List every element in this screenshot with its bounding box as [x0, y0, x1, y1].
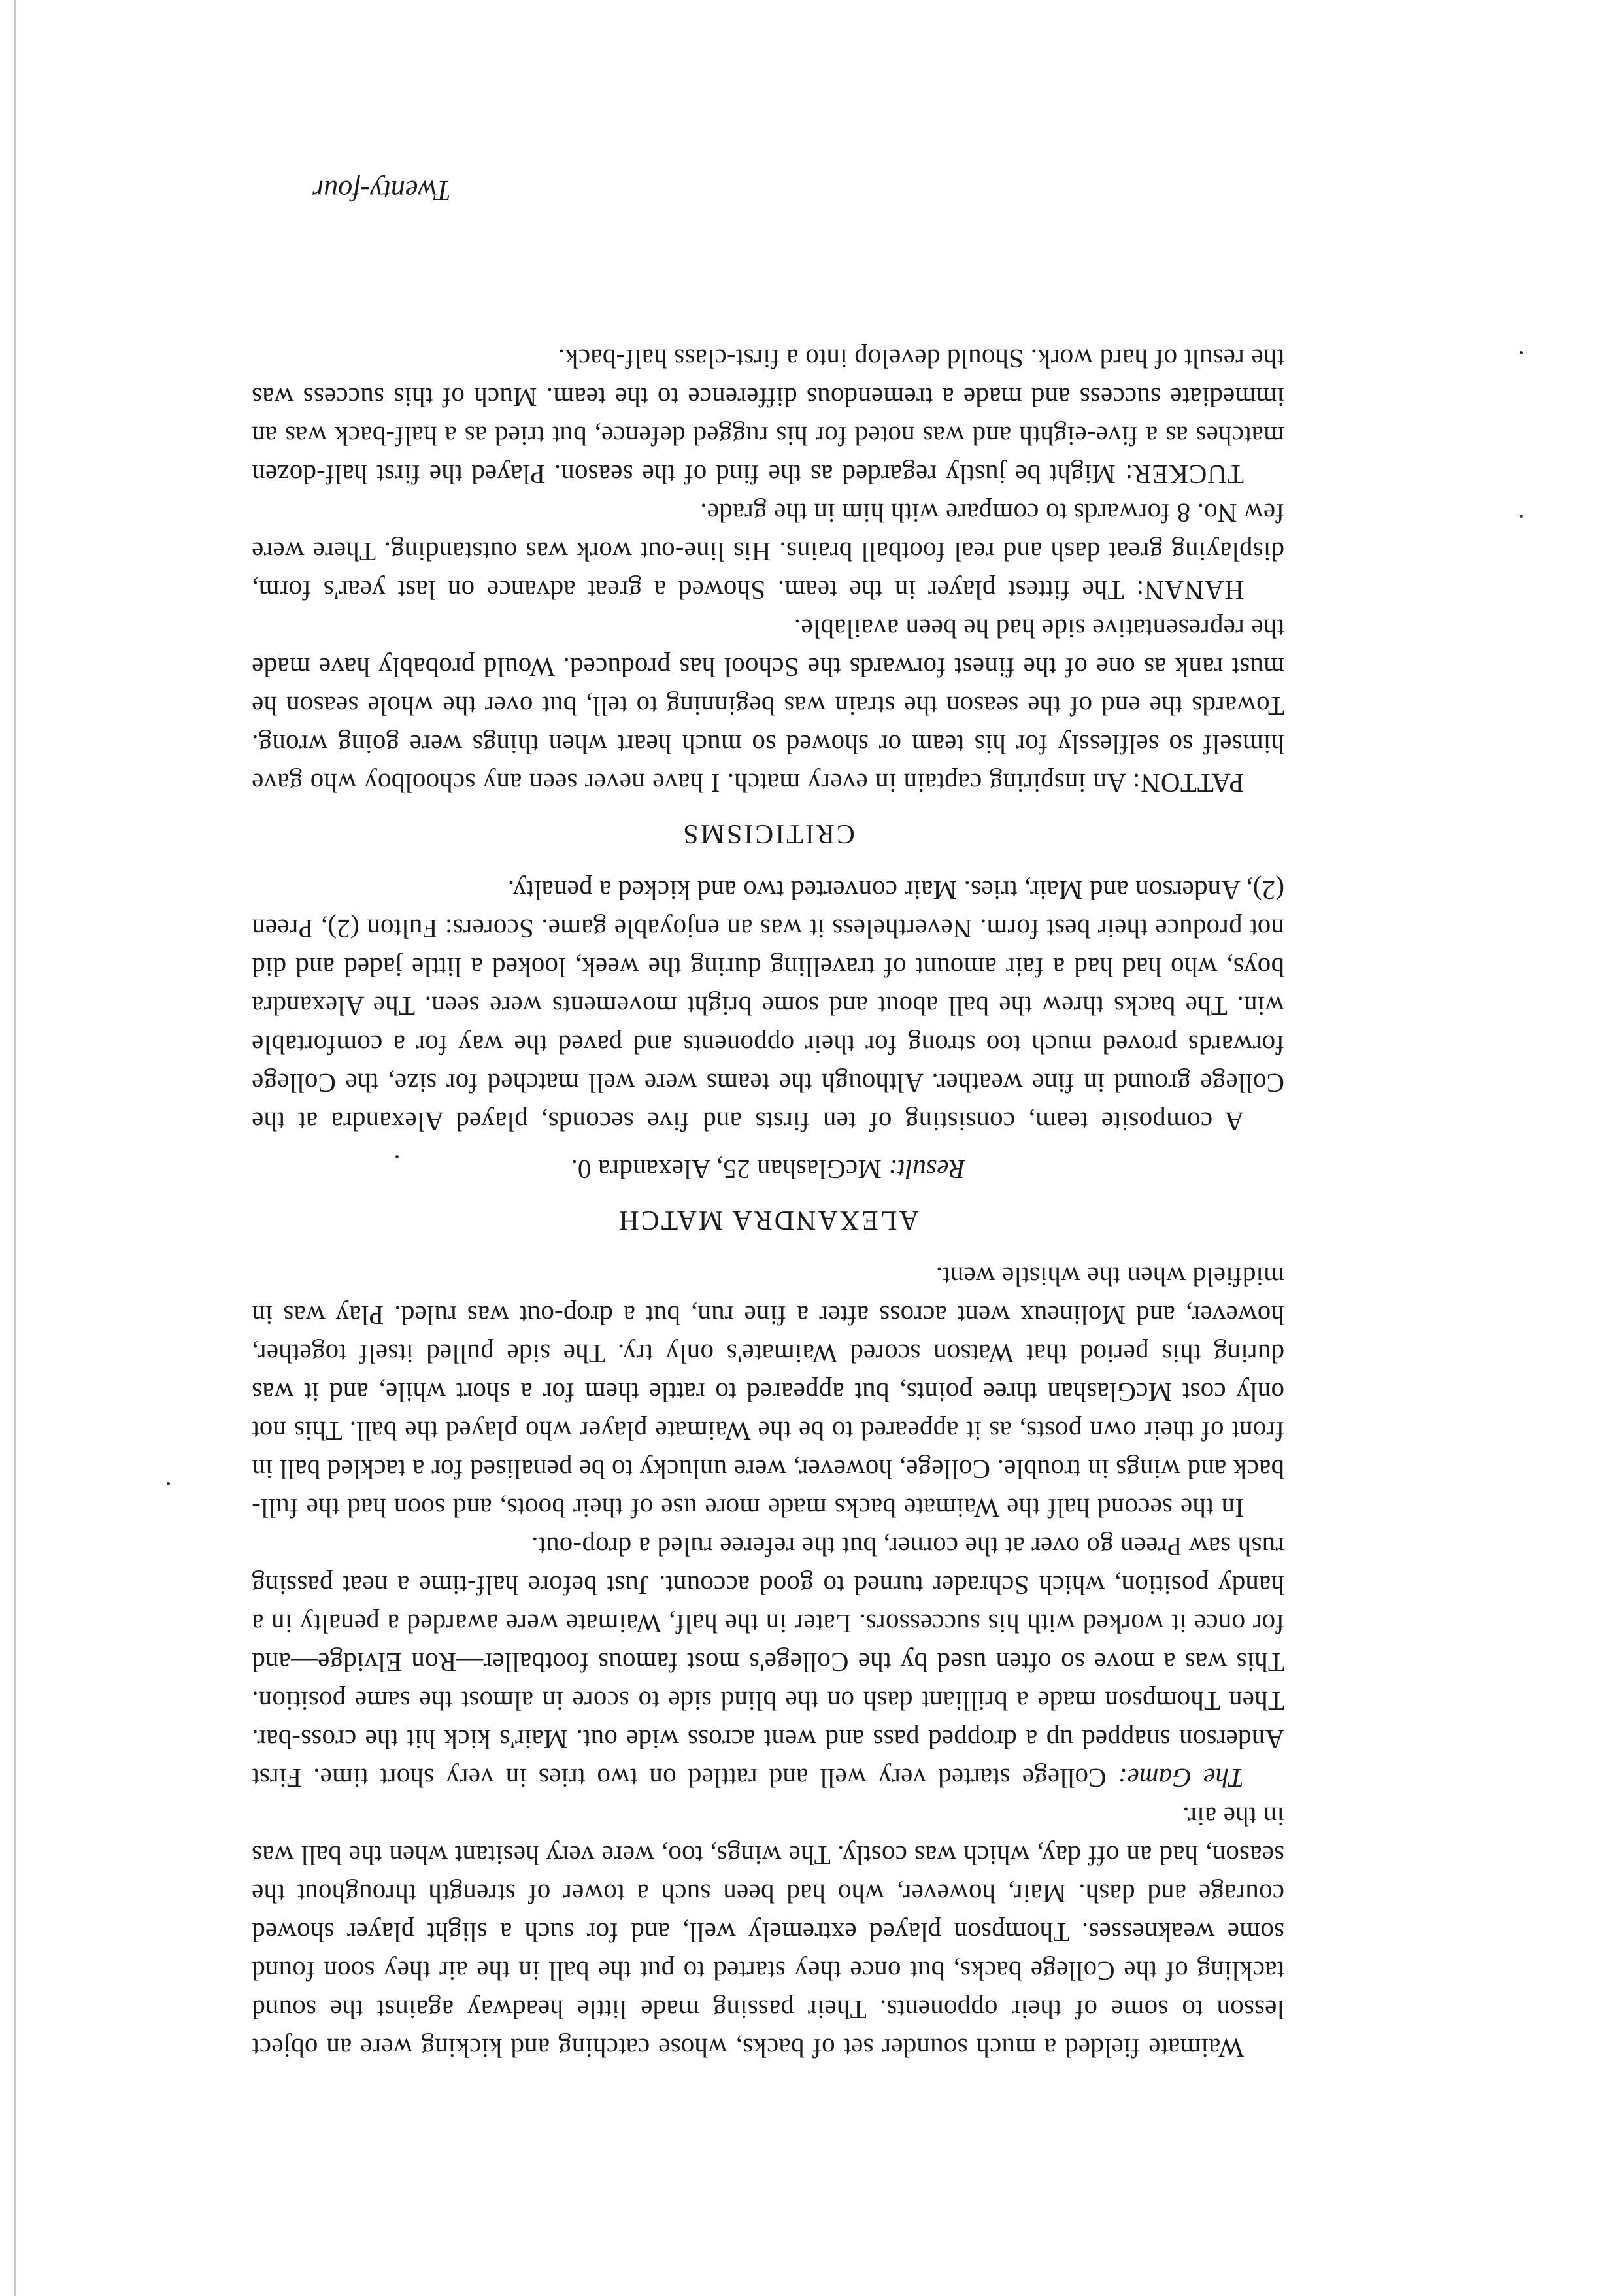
criticism-text: Might be justly regarded as the find of the season. Played the first half-dozen matches as a five-eighth and was noted for his rugged defence, but tried as a half-back was an immediate success and made a tremendous difference to the team. Much of this success was the result of hard work. Should develop into a first-class half-back.	[252, 344, 1284, 490]
scan-speck	[167, 1482, 170, 1485]
result-text: McGlashan 25, Alexandra 0.	[571, 1155, 889, 1185]
player-name: TUCKER:	[1124, 460, 1244, 490]
criticism-patton	[252, 609, 1284, 802]
scan-speck	[1520, 515, 1523, 518]
criticisms-heading: CRITICISMS	[681, 819, 855, 849]
paragraph-the-game	[252, 1527, 1284, 1797]
page-number: Twenty-four	[312, 175, 451, 207]
scan-edge-line	[14, 0, 16, 2296]
criticism-hanan	[252, 494, 1284, 609]
paragraph-waimate-backs: Waimate fielded a much sounder set of backs, whose catching and kicking were an object lesson to some of their opponents. Their passing made little headway against the sound tackling of the College backs, but once they started to put the ball in the air they soon found some weaknesses. Thompson played extremely well, and for such a slight player showed courage and dash. Mair, however, who had been such a tower of strength throughout the season, had an off day, which was costly. The wings, too, were very hesitant when the ball was in the air.	[252, 1802, 1284, 2063]
text-column	[252, 339, 1284, 2067]
criticism-tucker	[252, 339, 1284, 494]
scan-speck	[1520, 351, 1523, 354]
game-label: The Game:	[1118, 1763, 1244, 1793]
criticism-text: The fittest player in the team. Showed a great advance on last year's form, displaying great dash and real football brains. His line-out work was outstanding. There were few No. 8 forwards to compare with him in the grade.	[252, 498, 1284, 605]
criticism-text: An inspiring captain in every match. I have never seen any schoolboy who gave himself so selflessly for his team or showed so much heart when things were going wrong. Towards the end of the season the strain was beginning to tell, but over the whole season he must rank as one of the finest forwards the School has produced. Would probably have made the representative side had he been available.	[252, 614, 1284, 798]
scan-speck	[395, 1155, 399, 1158]
paragraph-second-half: In the second half the Waimate backs made more use of their boots, and soon had the full-back and wings in trouble. College, however, were unlucky to be penalised for a tackled ball in front of their own posts, as it appeared to be the Waimate player who played the ball. This not only cost McGlashan three points, but appeared to rattle them for a short while, and it was during this period that Watson scored Waimate's only try. The side pulled itself together, however, and Molineux went across after a fine run, but a drop-out was ruled. Play was in midfield when the whistle went.	[252, 1262, 1284, 1523]
result-label: Result:	[888, 1155, 965, 1185]
alexandra-result	[252, 1150, 1284, 1189]
player-name: PATTON:	[1131, 768, 1244, 798]
alexandra-match-heading: ALEXANDRA MATCH	[617, 1205, 919, 1235]
player-name: HANAN:	[1135, 575, 1244, 605]
paragraph-alexandra-report: A composite team, consisting of ten firsts and five seconds, played Alexandra at the College ground in fine weather. Although the teams were well matched for size, the College forwards proved much too strong for their opponents and paved the way for a comfortable win. The backs threw the ball about and some bright movements were seen. The Alexandra boys, who had had a fair amount of travelling during the week, looked a little jaded and did not produce their best form. Nevertheless it was an enjoyable game. Scorers: Fulton (2), Preen (2), Anderson and Mair, tries. Mair converted two and kicked a penalty.	[252, 875, 1284, 1137]
game-text: College started very well and rattled on two tries in very short time. First Anderson snapped up a dropped pass and went across wide out. Mair's kick hit the cross-bar. Then Thompson made a brilliant dash on the blind side to score in almost the same position. This was a move so often used by the College's most famous footballer—Ron Elvidge—and for once it worked with his successors. Later in the half, Waimate were awarded a penalty in a handy position, which Schrader turned to good account. Just before half-time a neat passing rush saw Preen go over at the corner, but the referee ruled a drop-out.	[251, 1532, 1284, 1793]
